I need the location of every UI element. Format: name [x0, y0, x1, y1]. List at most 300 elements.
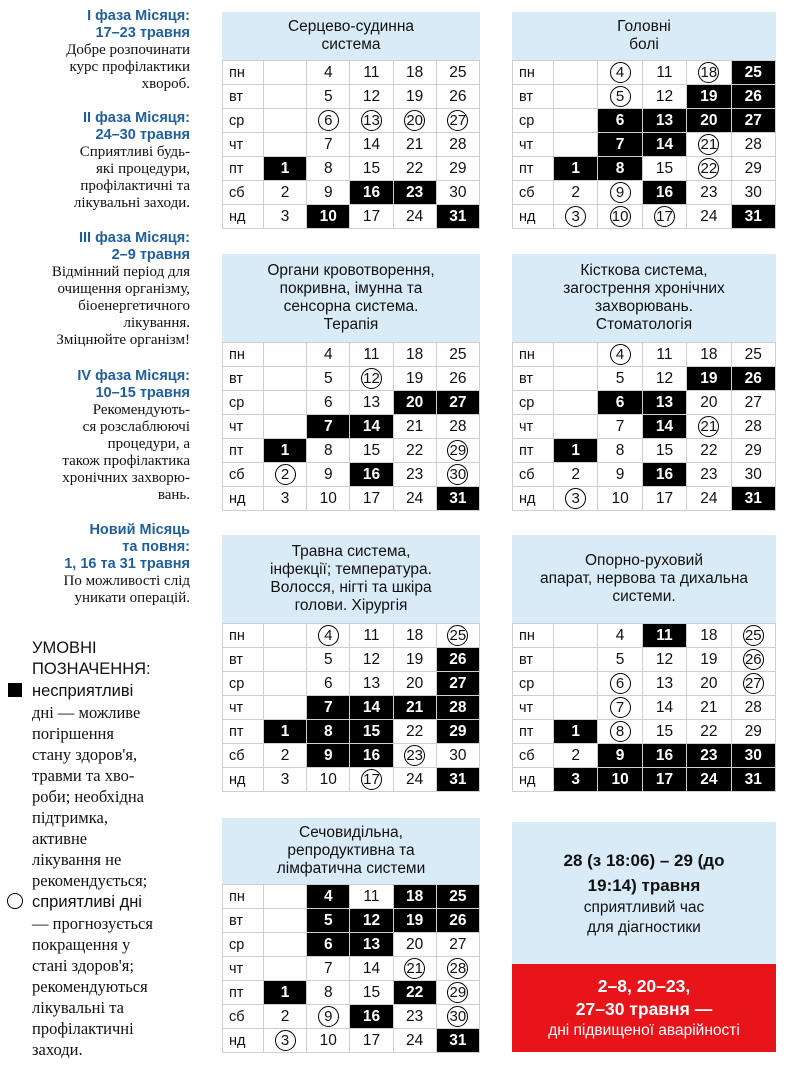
calendar-day-favorable: [731, 672, 775, 696]
panel-title-line: сенсорна система.: [283, 298, 419, 315]
phase-dates: 17–23 травня: [95, 25, 190, 41]
calendar-day-unfavorable: 31: [731, 205, 775, 229]
calendar-day: 25: [436, 61, 479, 85]
weekday-label: ср: [223, 933, 264, 957]
calendar-day-unfavorable: 14: [350, 415, 393, 439]
weekday-label: пн: [513, 624, 554, 648]
calendar-day-unfavorable: 12: [350, 909, 393, 933]
panel-title-line: Опорно-руховий: [585, 552, 703, 569]
calendar-day-favorable: [436, 1005, 479, 1029]
calendar-day: 5: [598, 648, 642, 672]
weekday-label: нд: [223, 205, 264, 229]
circle-icon: 2: [275, 464, 296, 485]
calendar-day-unfavorable: 23: [687, 744, 731, 768]
calendar-day: 15: [350, 981, 393, 1005]
legend-line: лікування не: [32, 850, 122, 869]
calendar-day: 21: [393, 415, 436, 439]
calendar-day-unfavorable: 9: [598, 744, 642, 768]
calendar-empty-cell: [264, 391, 307, 415]
panel-title: [512, 12, 776, 60]
calendar-day: 20: [687, 391, 731, 415]
calendar-day: 10: [307, 768, 350, 792]
panel-digestive: [222, 535, 480, 792]
calendar-day-favorable: [642, 205, 686, 229]
phase-title: та повня:: [122, 539, 190, 555]
calendar-day: 19: [687, 648, 731, 672]
panel-title-line: лімфатична системи: [276, 860, 426, 877]
calendar-day: 2: [264, 1005, 307, 1029]
diagnostics-label: сприятливий час: [583, 899, 705, 916]
calendar-row: [223, 1029, 480, 1053]
calendar-day: 26: [436, 85, 479, 109]
calendar-day: 21: [393, 133, 436, 157]
calendar-day-unfavorable: 8: [307, 720, 350, 744]
calendar-row: [223, 415, 480, 439]
legend-line: підтримка,: [32, 808, 108, 827]
calendar-day: 13: [350, 672, 393, 696]
panel-title-line: голови. Хірургія: [294, 597, 408, 614]
calendar-day-unfavorable: 29: [436, 720, 479, 744]
calendar-day: 30: [731, 463, 775, 487]
phase-title: IV фаза Місяця:: [77, 368, 190, 384]
phase-title: Новий Місяць: [89, 522, 190, 538]
calendar-day-unfavorable: 19: [393, 909, 436, 933]
phase-dates: 1, 16 та 31 травня: [64, 556, 190, 572]
calendar-day-favorable: [554, 487, 598, 511]
phase-line: Сприятливі будь-: [79, 144, 190, 160]
calendar-day: 17: [350, 205, 393, 229]
circle-icon: 23: [404, 745, 425, 766]
panel-title-line: репродуктивна та: [287, 842, 415, 859]
calendar-row: [223, 181, 480, 205]
circle-icon: 30: [447, 1006, 468, 1027]
calendar-day-favorable: [350, 109, 393, 133]
calendar-day-unfavorable: 31: [436, 487, 479, 511]
calendar-day: 8: [307, 439, 350, 463]
phase-line: уникати операцій.: [74, 590, 190, 606]
calendar-row: [223, 744, 480, 768]
calendar-row: [513, 696, 776, 720]
weekday-label: нд: [513, 487, 554, 511]
calendar-day-unfavorable: 1: [554, 439, 598, 463]
phase-new-moon: [4, 522, 190, 607]
circle-icon: 27: [743, 673, 764, 694]
calendar-day: 10: [598, 487, 642, 511]
weekday-label: сб: [513, 181, 554, 205]
calendar-day-favorable: [731, 624, 775, 648]
calendar-day-unfavorable: 27: [436, 391, 479, 415]
panel-title-line: загострення хронічних: [563, 280, 725, 297]
weekday-label: чт: [513, 415, 554, 439]
legend-line: профілактичні: [32, 1019, 134, 1038]
circle-icon: 3: [275, 1030, 296, 1051]
calendar-row: [223, 487, 480, 511]
calendar-day: 3: [264, 205, 307, 229]
calendar-row: [513, 61, 776, 85]
calendar-grid: [222, 60, 480, 229]
calendar-grid: [512, 60, 776, 229]
calendar-day-unfavorable: 16: [350, 1005, 393, 1029]
panel-title-line: апарат, нервова та дихальна: [539, 570, 749, 587]
circle-icon: 30: [447, 464, 468, 485]
calendar-day: 18: [687, 624, 731, 648]
calendar-row: [513, 672, 776, 696]
panel-cardiovascular: [222, 12, 480, 229]
calendar-day-favorable: [598, 343, 642, 367]
calendar-empty-cell: [554, 624, 598, 648]
calendar-row: [513, 157, 776, 181]
calendar-day-favorable: [436, 109, 479, 133]
calendar-day-unfavorable: 14: [642, 415, 686, 439]
calendar-day-favorable: [307, 624, 350, 648]
calendar-day: 4: [307, 343, 350, 367]
phase-line: хвороб.: [141, 76, 190, 92]
calendar-day-favorable: [598, 696, 642, 720]
calendar-row: [223, 1005, 480, 1029]
calendar-day: 4: [307, 61, 350, 85]
calendar-day: 12: [642, 367, 686, 391]
weekday-label: ср: [513, 391, 554, 415]
panel-title-line: Волосся, нігті та шкіра: [270, 579, 432, 596]
calendar-day: 29: [731, 157, 775, 181]
calendar-row: [513, 720, 776, 744]
calendar-day: 12: [642, 648, 686, 672]
calendar-day: 15: [350, 439, 393, 463]
calendar-day: 3: [264, 768, 307, 792]
calendar-day-favorable: [264, 463, 307, 487]
calendar-row: [513, 133, 776, 157]
calendar-day-favorable: [307, 109, 350, 133]
weekday-label: вт: [223, 85, 264, 109]
calendar-day: 19: [393, 367, 436, 391]
calendar-day-unfavorable: 31: [731, 487, 775, 511]
calendar-day: 22: [687, 720, 731, 744]
calendar-empty-cell: [264, 133, 307, 157]
weekday-label: вт: [223, 909, 264, 933]
calendar-day-unfavorable: 1: [554, 157, 598, 181]
circle-icon: 10: [610, 206, 631, 227]
legend-title: УМОВНІ: [32, 639, 97, 657]
alert-dates: 27–30 травня —: [575, 999, 713, 1019]
diagnostics-label: для діагностики: [587, 919, 701, 936]
weekday-label: ср: [223, 109, 264, 133]
calendar-row: [513, 648, 776, 672]
panel-title-line: Кісткова система,: [580, 262, 708, 279]
calendar-day: 19: [393, 648, 436, 672]
calendar-row: [223, 85, 480, 109]
weekday-label: сб: [513, 463, 554, 487]
weekday-label: чт: [223, 696, 264, 720]
weekday-label: вт: [513, 367, 554, 391]
calendar-day: 14: [350, 957, 393, 981]
calendar-day-favorable: [436, 957, 479, 981]
panel-title: [512, 535, 776, 623]
panel-title-line: Травна система,: [291, 543, 411, 560]
calendar-day-unfavorable: 3: [554, 768, 598, 792]
calendar-day: 30: [436, 181, 479, 205]
calendar-day-unfavorable: 26: [436, 648, 479, 672]
calendar-empty-cell: [264, 109, 307, 133]
calendar-row: [223, 720, 480, 744]
calendar-day: 12: [642, 85, 686, 109]
calendar-day-unfavorable: 7: [307, 696, 350, 720]
calendar-day: 29: [731, 720, 775, 744]
calendar-day-unfavorable: 6: [307, 933, 350, 957]
circle-icon: 17: [361, 769, 382, 790]
weekday-label: ср: [513, 672, 554, 696]
calendar-row: [223, 981, 480, 1005]
weekday-label: вт: [223, 367, 264, 391]
calendar-day-favorable: [598, 205, 642, 229]
calendar-day-favorable: [436, 981, 479, 1005]
circle-icon: 4: [610, 344, 631, 365]
phase-title: I фаза Місяця:: [87, 8, 190, 24]
calendar-day: 7: [307, 133, 350, 157]
calendar-row: [513, 768, 776, 792]
calendar-row: [513, 367, 776, 391]
calendar-day-unfavorable: 1: [264, 981, 307, 1005]
calendar-day: 27: [731, 391, 775, 415]
calendar-row: [223, 109, 480, 133]
calendar-empty-cell: [264, 648, 307, 672]
calendar-empty-cell: [554, 672, 598, 696]
calendar-day-unfavorable: 5: [307, 909, 350, 933]
calendar-day: 28: [436, 415, 479, 439]
weekday-label: чт: [223, 415, 264, 439]
phase-2: [4, 110, 190, 212]
calendar-empty-cell: [554, 133, 598, 157]
calendar-day: 5: [598, 367, 642, 391]
calendar-day-unfavorable: 31: [436, 1029, 479, 1053]
calendar-empty-cell: [554, 696, 598, 720]
calendar-empty-cell: [264, 672, 307, 696]
calendar-row: [513, 439, 776, 463]
calendar-row: [223, 463, 480, 487]
calendar-day-favorable: [393, 957, 436, 981]
calendar-day: 11: [642, 343, 686, 367]
calendar-day: 15: [350, 157, 393, 181]
calendar-day: 11: [350, 61, 393, 85]
circle-icon: 4: [610, 62, 631, 83]
calendar-day: 22: [687, 439, 731, 463]
calendar-day: 5: [307, 648, 350, 672]
calendar-empty-cell: [554, 85, 598, 109]
calendar-day: 8: [307, 981, 350, 1005]
calendar-day-unfavorable: 24: [687, 768, 731, 792]
calendar-day: 4: [598, 624, 642, 648]
circle-icon: [7, 893, 23, 909]
panel-title-line: покривна, імунна та: [279, 280, 423, 297]
calendar-empty-cell: [264, 415, 307, 439]
calendar-day: 30: [436, 744, 479, 768]
calendar-day: 20: [393, 933, 436, 957]
panel-title: [222, 12, 480, 60]
calendar-day-unfavorable: 1: [264, 720, 307, 744]
calendar-row: [223, 768, 480, 792]
calendar-day: 13: [642, 672, 686, 696]
calendar-day: 15: [642, 439, 686, 463]
calendar-day-unfavorable: 26: [731, 367, 775, 391]
calendar-day-unfavorable: 21: [393, 696, 436, 720]
legend-line: роби; необхідна: [32, 787, 144, 806]
calendar-day: 20: [687, 672, 731, 696]
calendar-day-unfavorable: 26: [436, 909, 479, 933]
calendar-day-favorable: [554, 205, 598, 229]
calendar-day: 2: [554, 181, 598, 205]
weekday-label: пт: [513, 157, 554, 181]
phase-line: також профілактика: [62, 453, 190, 469]
calendar-day-favorable: [687, 61, 731, 85]
diagnostics-time: 19:14) травня: [587, 876, 701, 895]
calendar-day: 24: [393, 768, 436, 792]
weekday-label: пт: [223, 157, 264, 181]
calendar-day-favorable: [598, 720, 642, 744]
calendar-day-unfavorable: 20: [687, 109, 731, 133]
calendar-day: 23: [687, 181, 731, 205]
calendar-day-unfavorable: 31: [731, 768, 775, 792]
circle-icon: 26: [743, 649, 764, 670]
calendar-row: [513, 343, 776, 367]
calendar-day-unfavorable: 28: [436, 696, 479, 720]
calendar-day-favorable: [264, 1029, 307, 1053]
panel-title-line: Серцево-судинна: [287, 18, 415, 35]
calendar-day-unfavorable: 13: [350, 933, 393, 957]
weekday-label: ср: [223, 672, 264, 696]
calendar-day-unfavorable: 30: [731, 744, 775, 768]
calendar-day-unfavorable: 14: [350, 696, 393, 720]
circle-icon: 7: [610, 697, 631, 718]
weekday-label: пт: [513, 439, 554, 463]
weekday-label: чт: [223, 133, 264, 157]
calendar-day-unfavorable: 23: [393, 181, 436, 205]
calendar-row: [223, 391, 480, 415]
weekday-label: нд: [223, 487, 264, 511]
calendar-row: [223, 909, 480, 933]
phase-title: II фаза Місяця:: [83, 110, 190, 126]
calendar-day-unfavorable: 16: [642, 463, 686, 487]
calendar-day: 23: [393, 463, 436, 487]
phase-line: очищення організму,: [57, 281, 190, 297]
calendar-empty-cell: [554, 367, 598, 391]
calendar-day: 14: [642, 696, 686, 720]
calendar-day: 11: [350, 343, 393, 367]
calendar-day: 24: [687, 205, 731, 229]
circle-icon: 6: [318, 110, 339, 131]
weekday-label: чт: [513, 696, 554, 720]
circle-icon: 9: [318, 1006, 339, 1027]
calendar-empty-cell: [264, 885, 307, 909]
calendar-empty-cell: [554, 415, 598, 439]
circle-icon: 5: [610, 86, 631, 107]
circle-icon: 21: [698, 416, 719, 437]
circle-icon: 29: [447, 982, 468, 1003]
calendar-day: 12: [350, 85, 393, 109]
calendar-day: 6: [307, 391, 350, 415]
weekday-label: вт: [513, 85, 554, 109]
calendar-day: 15: [642, 720, 686, 744]
calendar-day: 12: [350, 648, 393, 672]
panel-urogenital: [222, 818, 480, 1053]
weekday-label: пт: [223, 439, 264, 463]
calendar-day-unfavorable: 15: [350, 720, 393, 744]
calendar-day: 2: [264, 181, 307, 205]
calendar-day: 17: [642, 487, 686, 511]
phase-line: лікувальні заходи.: [73, 195, 190, 211]
circle-icon: 3: [565, 488, 586, 509]
calendar-row: [223, 61, 480, 85]
circle-icon: 12: [361, 368, 382, 389]
calendar-day: 8: [307, 157, 350, 181]
legend-line: стані здоров'я;: [32, 956, 134, 975]
calendar-row: [223, 672, 480, 696]
legend-line: покращення у: [32, 935, 131, 954]
panel-title: [222, 535, 480, 623]
calendar-day-unfavorable: 19: [687, 85, 731, 109]
calendar-empty-cell: [264, 933, 307, 957]
phase-line: біоенергетичного: [78, 298, 190, 314]
calendar-day-favorable: [393, 744, 436, 768]
calendar-day: 9: [307, 463, 350, 487]
circle-icon: 18: [698, 62, 719, 83]
legend: [6, 638, 196, 1060]
legend-line: — прогнозується: [32, 914, 153, 933]
calendar-day: 11: [350, 624, 393, 648]
legend-unfavorable-label: несприятливі: [32, 682, 134, 700]
legend-title: ПОЗНАЧЕННЯ:: [32, 660, 151, 678]
calendar-day: 9: [307, 181, 350, 205]
panel-title-line: Головні: [617, 18, 671, 35]
calendar-day: 2: [264, 744, 307, 768]
legend-line: травми та хво-: [32, 766, 135, 785]
phase-line: ся розслаблюючі: [82, 419, 190, 435]
circle-icon: 8: [610, 721, 631, 742]
legend-line: рекомендується;: [32, 871, 148, 890]
calendar-day-unfavorable: 10: [307, 205, 350, 229]
circle-icon: 25: [447, 625, 468, 646]
calendar-day: 24: [393, 1029, 436, 1053]
calendar-day-unfavorable: 9: [307, 744, 350, 768]
calendar-row: [513, 487, 776, 511]
calendar-day-unfavorable: 16: [350, 463, 393, 487]
panel-title-line: Сечовидільна,: [299, 824, 403, 841]
calendar-day: 2: [554, 744, 598, 768]
calendar-day-favorable: [436, 624, 479, 648]
calendar-day-favorable: [307, 1005, 350, 1029]
weekday-label: нд: [223, 768, 264, 792]
weekday-label: пт: [223, 720, 264, 744]
phase-dates: 24–30 травня: [95, 127, 190, 143]
calendar-day: 29: [436, 157, 479, 181]
calendar-day: 28: [436, 133, 479, 157]
calendar-day: 24: [393, 487, 436, 511]
circle-icon: 22: [698, 158, 719, 179]
phase-line: Добре розпочинати: [66, 42, 190, 58]
circle-icon: 3: [565, 206, 586, 227]
calendar-row: [513, 744, 776, 768]
calendar-day: 6: [307, 672, 350, 696]
calendar-day-unfavorable: 31: [436, 768, 479, 792]
phase-line: вань.: [157, 487, 190, 503]
calendar-day-unfavorable: 7: [598, 133, 642, 157]
calendar-row: [223, 205, 480, 229]
calendar-day-unfavorable: 13: [642, 391, 686, 415]
calendar-day-unfavorable: 13: [642, 109, 686, 133]
calendar-row: [223, 933, 480, 957]
calendar-day-unfavorable: 22: [393, 981, 436, 1005]
black-square-icon: [8, 683, 22, 697]
calendar-empty-cell: [264, 61, 307, 85]
weekday-label: пн: [223, 624, 264, 648]
